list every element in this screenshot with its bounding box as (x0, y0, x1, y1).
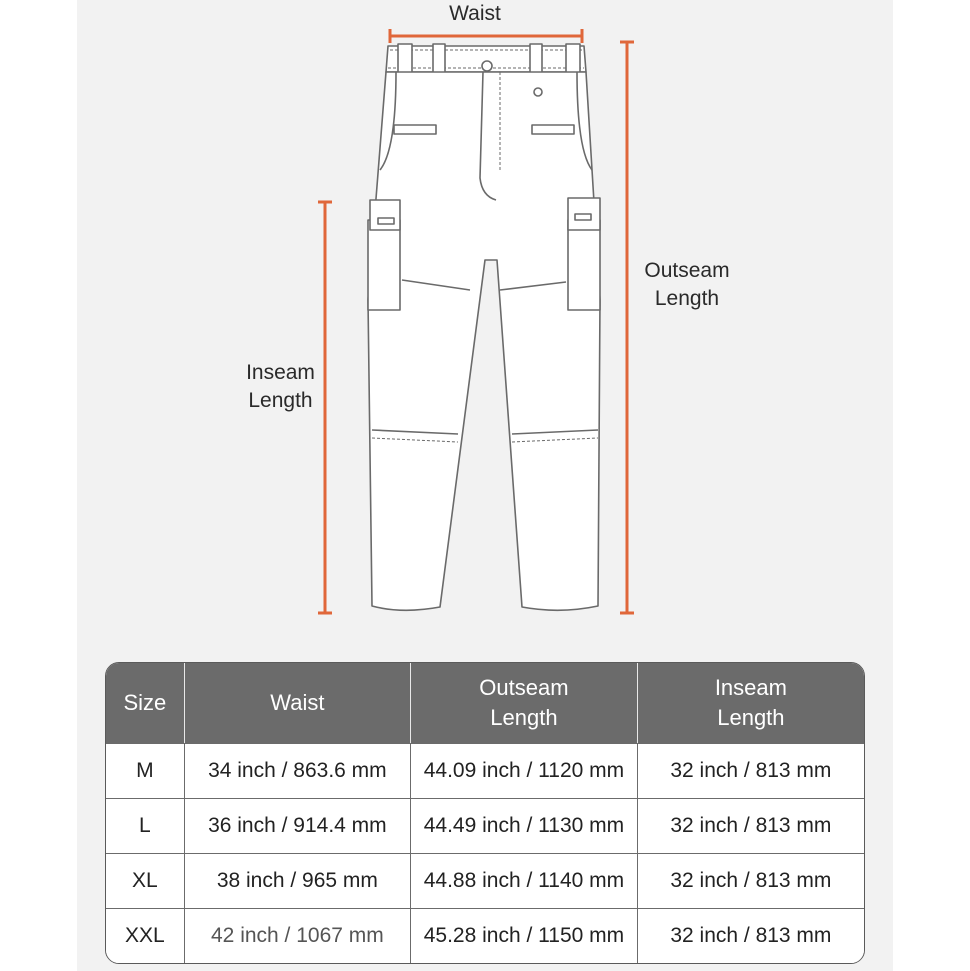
cell-waist: 38 inch / 965 mm (185, 853, 411, 908)
outseam-measure-line (620, 42, 634, 613)
outseam-label: Outseam Length (644, 259, 730, 310)
cell-waist: 42 inch / 1067 mm (185, 908, 411, 963)
table-row (106, 798, 864, 853)
waist-measure-line (390, 29, 582, 43)
size-chart-table (105, 662, 865, 964)
cell-size: L (106, 798, 185, 853)
cell-outseam: 44.09 inch / 1120 mm (411, 743, 638, 798)
inseam-label: Inseam Length (246, 361, 315, 412)
cell-inseam: 32 inch / 813 mm (638, 798, 864, 853)
cell-size: XL (106, 853, 185, 908)
cell-inseam: 32 inch / 813 mm (638, 908, 864, 963)
header-waist: Waist (185, 663, 411, 743)
table-row (106, 908, 864, 963)
cell-waist: 34 inch / 863.6 mm (185, 743, 411, 798)
cell-size: XXL (106, 908, 185, 963)
cell-inseam: 32 inch / 813 mm (638, 853, 864, 908)
cell-outseam: 45.28 inch / 1150 mm (411, 908, 638, 963)
table-row (106, 853, 864, 908)
table-row (106, 743, 864, 798)
pants-illustration (368, 44, 600, 610)
table-header-row (106, 663, 864, 743)
header-size: Size (106, 663, 185, 743)
header-outseam-length: Outseam Length (411, 663, 638, 743)
cell-inseam: 32 inch / 813 mm (638, 743, 864, 798)
cell-outseam: 44.49 inch / 1130 mm (411, 798, 638, 853)
cell-waist: 36 inch / 914.4 mm (185, 798, 411, 853)
cell-outseam: 44.88 inch / 1140 mm (411, 853, 638, 908)
waist-label: Waist (449, 2, 501, 25)
cell-size: M (106, 743, 185, 798)
header-inseam-length: Inseam Length (638, 663, 864, 743)
